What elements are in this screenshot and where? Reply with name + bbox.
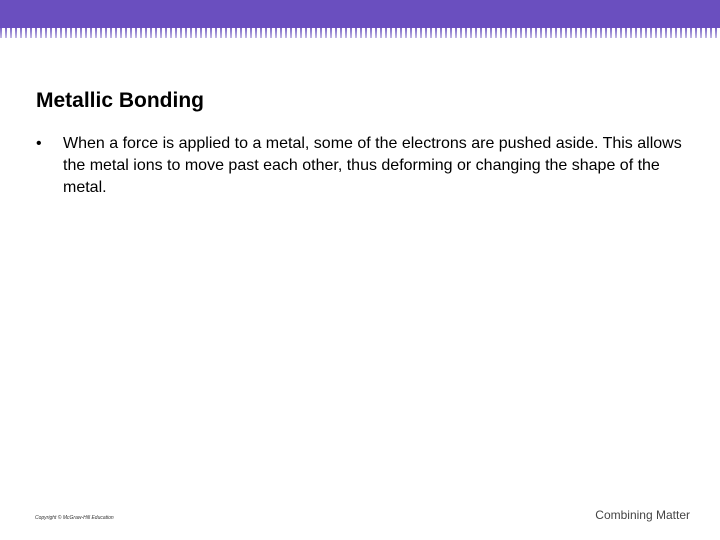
header-band [0, 0, 720, 28]
bullet-list [36, 133, 686, 199]
bullet-marker: • [36, 135, 42, 152]
slide-title: Metallic Bonding [36, 89, 204, 112]
bullet-text: When a force is applied to a metal, some of the electrons are pushed aside. This allows the metal ions to move past each other, thus deforming or changing the shape of the metal. [63, 135, 682, 196]
header-stripe-fade [0, 28, 720, 38]
copyright-notice: Copyright © McGraw-Hill Education [35, 515, 114, 521]
footer-section-label: Combining Matter [595, 508, 690, 522]
bullet-item [36, 133, 686, 199]
